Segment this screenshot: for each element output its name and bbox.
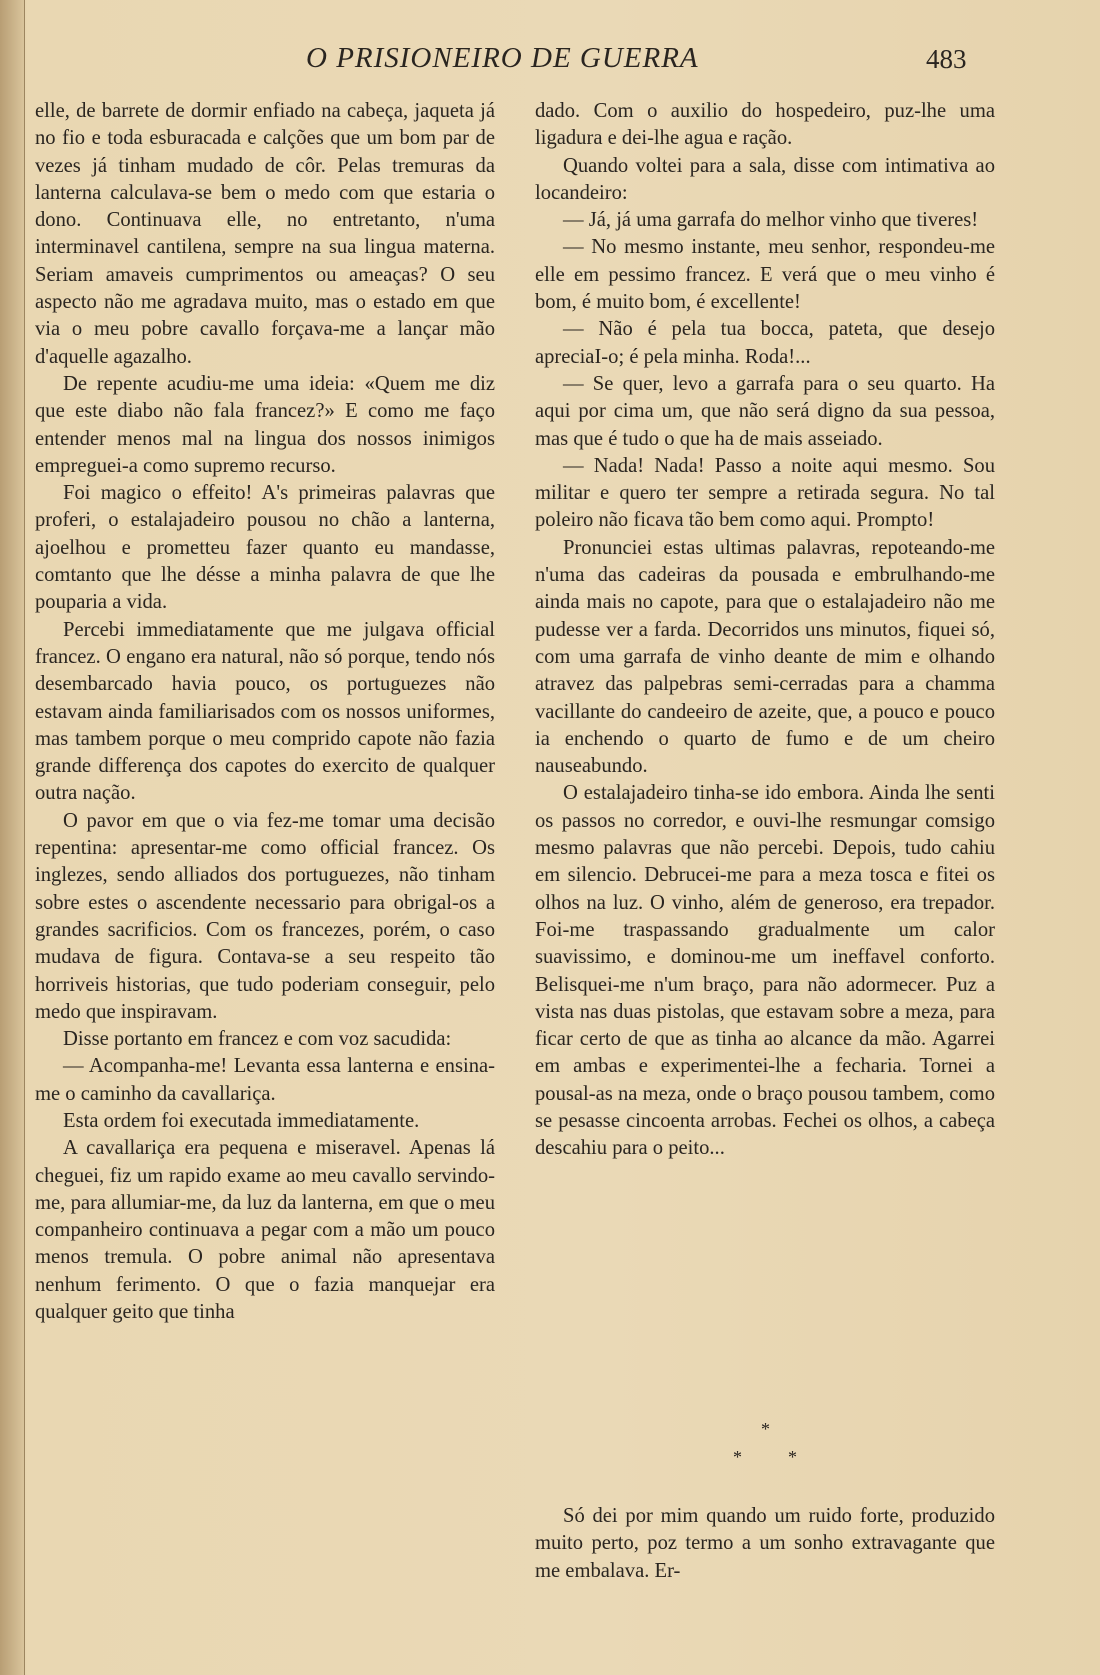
closing-section [535, 1503, 995, 1585]
left-column [35, 98, 495, 1326]
paragraph: — No mesmo instante, meu senhor, respondeu-me elle em pessimo francez. E verá que o meu vinho é bom, é muito bom, é excellente! [535, 236, 995, 314]
running-title: O PRISIONEIRO DE GUERRA [306, 42, 699, 74]
paragraph: — Acompanha-me! Levanta essa lanterna e ensina-me o caminho da cavallariça. [35, 1055, 495, 1105]
page-number: 483 [926, 44, 967, 74]
paragraph: O estalajadeiro tinha-se ido embora. Ainda lhe senti os passos no corredor, e ouvi-lhe resmungar comsigo mesmo palavras que não percebi. Depois, tudo cahiu em silencio. Debrucei-me para a meza tosca e fitei os olhos na luz. O vinho, além de generoso, era trepador. Foi-me traspassando gradualmente um calor suavissimo, e dominou-me um ineffavel conforto. Belisquei-me n'um braço, para não adormecer. Puz a vista nas duas pistolas, que estavam sobre a meza, para ficar certo de que as tinha ao alcance da mão. Agarrei em ambas e experimentei-lhe a fecharia. Tornei a pousal-as na meza, onde o braço pousou tambem, como se pesasse cincoenta arrobas. Fechei os olhos, a cabeça descahiu para o peito... [535, 782, 995, 1160]
section-separator [710, 1419, 797, 1470]
separator-asterisk: * [788, 1447, 797, 1467]
paragraph: A cavallariça era pequena e miseravel. Apenas lá cheguei, fiz um rapido exame ao meu cavallo servindo-me, para allumiar-me, da luz da lanterna, em que o meu companheiro continuava a pegar com a mão um pouco menos tremula. O pobre animal não apresentava nenhum ferimento. O que o fazia manquejar era qualquer geito que tinha [35, 1137, 495, 1324]
page-binding-edge [0, 0, 25, 1675]
right-column [535, 98, 995, 1163]
paragraph: O pavor em que o via fez-me tomar uma decisão repentina: apresentar-me como official francez. Os inglezes, sendo alliados dos portuguezes, não tinham sobre estes o ascendente necessario para obrigal-os a grandes sacrificios. Com os francezes, porém, o caso mudava de figura. Contava-se a seu respeito tão horriveis historias, que tudo poderiam conseguir, pelo medo que inspiravam. [35, 809, 495, 1023]
paragraph: Pronunciei estas ultimas palavras, repoteando-me n'uma das cadeiras da pousada e embrulhando-me ainda mais no capote, para que o estalajadeiro não me pudesse ver a farda. Decorridos uns minutos, fiquei só, com uma garrafa de vinho deante de mim e olhando atravez das palpebras semi-cerradas para a chamma vacillante do candeeiro de azeite, que, a pouco e pouco ia enchendo o quarto de fumo e de um cheiro nauseabundo. [535, 536, 995, 778]
paragraph: — Já, já uma garrafa do melhor vinho que tiveres! [563, 209, 979, 232]
page-header [0, 42, 1100, 82]
paragraph: elle, de barrete de dormir enfiado na cabeça, jaqueta já no fio e toda esburacada e calções que um bom par de vezes já tinham mudado de côr. Pelas tremuras da lanterna calculava-se bem o medo com que estaria o dono. Continuava elle, no entretanto, n'uma interminavel cantilena, sempre na sua lingua materna. Seriam amaveis cumprimentos ou ameaças? O seu aspecto não me agradava muito, mas o estado em que via o meu pobre cavallo forçava-me a lançar mão d'aquelle agazalho. [35, 100, 495, 368]
paragraph: Quando voltei para a sala, disse com intimativa ao locandeiro: [535, 154, 995, 204]
paragraph: — Nada! Nada! Passo a noite aqui mesmo. Sou militar e quero ter sempre a retirada segura. No tal poleiro não ficava tão bem como aqui. Prompto! [535, 454, 995, 532]
paragraph: — Não é pela tua bocca, pateta, que desejo apreciaI-o; é pela minha. Roda!... [535, 318, 995, 368]
paragraph: Esta ordem foi executada immediatamente. [63, 1109, 420, 1132]
paragraph: Só dei por mim quando um ruido forte, produzido muito perto, poz termo a um sonho extravagante que me embalava. Er- [535, 1505, 995, 1582]
paragraph: — Se quer, levo a garrafa para o seu quarto. Ha aqui por cima um, que não será digno da sua pessoa, mas que é tudo o que ha de mais asseiado. [535, 372, 995, 450]
paragraph: dado. Com o auxilio do hospedeiro, puz-lhe uma ligadura e dei-lhe agua e ração. [535, 100, 995, 150]
paragraph: Disse portanto em francez e com voz sacudida: [63, 1028, 452, 1051]
paragraph: Foi magico o effeito! A's primeiras palavras que proferi, o estalajadeiro pousou no chão a lanterna, ajoelhou e prometteu fazer quanto eu mandasse, comtanto que lhe désse a minha palavra de que lhe pouparia a vida. [35, 482, 495, 614]
paragraph: De repente acudiu-me uma ideia: «Quem me diz que este diabo não fala francez?» E como me faço entender menos mal na lingua dos nossos inimigos empreguei-a como supremo recurso. [35, 372, 495, 477]
paragraph: Percebi immediatamente que me julgava official francez. O engano era natural, não só porque, tendo nós desembarcado havia pouco, os portuguezes não estavam ainda familiarisados com os nossos uniformes, mas tambem porque o meu comprido capote não fazia grande differença dos capotes do exercito de qualquer outra nação. [35, 618, 495, 805]
separator-asterisk: * [761, 1419, 770, 1439]
separator-asterisk: * [733, 1447, 742, 1467]
